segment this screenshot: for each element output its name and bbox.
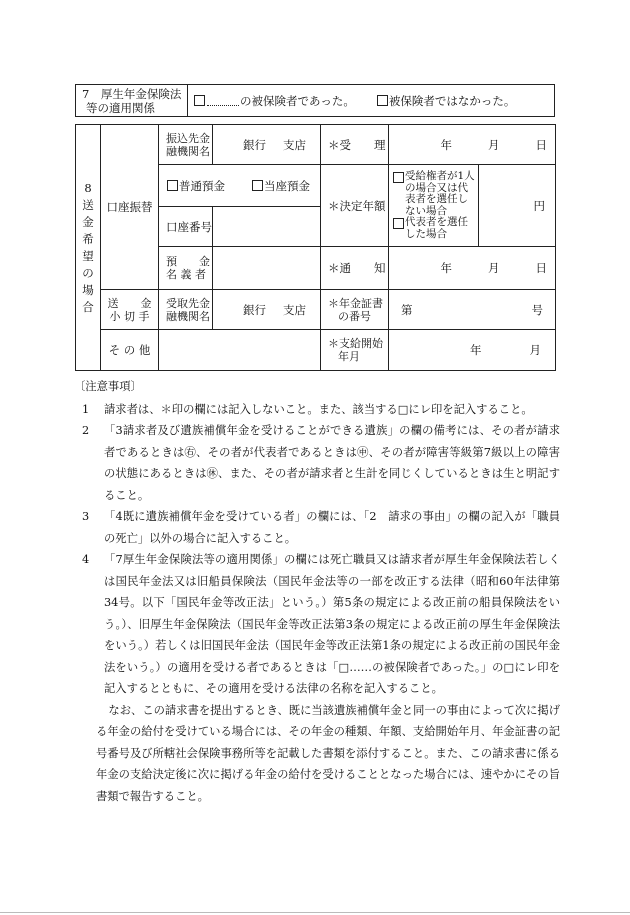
section-7-label-line1: 7 厚生年金保険法: [82, 87, 182, 101]
other-field[interactable]: [159, 330, 321, 371]
representative-checkbox[interactable]: [393, 218, 404, 229]
current-deposit-checkbox[interactable]: [252, 180, 263, 191]
not-insured-checkbox[interactable]: [377, 95, 388, 106]
account-number-field[interactable]: [213, 207, 321, 247]
deposit-type-field: [159, 165, 321, 207]
remittance-check-label: 送 金 小 切 手: [101, 290, 159, 330]
bank-field[interactable]: 銀行 支店: [213, 125, 321, 165]
section-8-title: 8 送 金 希 望 の 場 合: [76, 125, 101, 371]
section-8-remittance-table: [75, 124, 556, 371]
start-date-field[interactable]: 年 月: [389, 330, 556, 371]
decision-amount-field[interactable]: 円: [479, 165, 556, 247]
recv-bank-label: 受取先金融機関名: [159, 290, 213, 330]
decision-options: [389, 165, 479, 247]
bottom-rule: [0, 912, 630, 913]
receipt-date-field[interactable]: 年 月 日: [389, 125, 556, 165]
notice-label: ＊通 知: [321, 247, 389, 290]
depositor-name-label: 預 金 名 義 者: [159, 247, 213, 290]
decision-amount-label: ＊決定年額: [321, 165, 389, 247]
start-date-label: ＊支給開始 年月: [321, 330, 389, 371]
insured-checkbox[interactable]: [194, 95, 205, 106]
notes-section: [74, 376, 560, 807]
cert-number-field[interactable]: 第 号: [389, 290, 556, 330]
depositor-name-field[interactable]: [213, 247, 321, 290]
receipt-label: ＊受 理: [321, 125, 389, 165]
single-beneficiary-checkbox[interactable]: [393, 172, 404, 183]
representative-label: 代表者を選任した場合: [405, 216, 468, 240]
notes-closing-paragraph: なお、この請求書を提出するとき、既に当該遺族補償年金と同一の事由によって次に掲げる年金の給付を受けている場合には、その年金の種類、年額、支給開始年月、年金証書の記号番号及び所轄社会保険事務所等を記載した書類を添付すること。また、この請求書に係る年金の支給決定後に次に掲げる年金の給付を受けることとなった場合には、速やかにその旨書類で報告すること。: [96, 703, 560, 803]
ordinary-deposit-checkbox[interactable]: [167, 180, 178, 191]
ordinary-deposit-label: 普通預金: [179, 178, 225, 193]
account-transfer-label: 口座振替: [101, 125, 159, 290]
note-item: 2 「3請求者及び遺族補償年金を受けることができる遺族」の欄の備考には、その者が請求者であるときは㊨、その者が代表者であるときは㊥、その者が障害等級第7級以上の障害の状態にあるときは㊡、また、その者が請求者と生計を同じくしているときは生と明記すること。: [82, 424, 560, 502]
other-label: そ の 他: [101, 330, 159, 371]
insured-option-label: の被保険者であった。: [240, 93, 355, 108]
bank-label: 振込先金融機関名: [159, 125, 213, 165]
recv-bank-field[interactable]: 銀行 支店: [213, 290, 321, 330]
note-item: 4 「7厚生年金保険法等の適用関係」の欄には死亡職員又は請求者が厚生年金保険法若しくは国民年金法又は旧船員保険法（国民年金法等の一部を改正する法律（昭和60年法律第34号。以下「国民年金等改正法」という。）第5条の規定による改正前の船員保険法をいう。）、旧厚生年金保険法（国民年金等改正法第3条の規定による改正前の厚生年金保険法をいう。）若しくは旧国民年金法（国民年金等改正法第1条の規定による改正前の国民年金法をいう。）の適用を受ける者であるときは「□……の被保険者であった。」の□にレ印を記入するとともに、その適用を受ける法律の名称を記入すること。: [82, 553, 560, 695]
single-beneficiary-label: 受給権者が1人の場合又は代表者を選任しない場合: [405, 170, 475, 217]
note-item: 3 「4既に遺族補償年金を受けている者」の欄には、「2 請求の事由」の欄の記入が「職員の死亡」以外の場合に記入すること。: [82, 510, 560, 545]
notes-header: 〔注意事項〕: [74, 380, 142, 393]
not-insured-option-label: 被保険者ではなかった。: [388, 93, 516, 108]
law-name-blank[interactable]: [207, 96, 239, 106]
section-7-label-line2: 等の適用関係: [86, 101, 155, 115]
note-item: 1 請求者は、＊印の欄には記入しないこと。また、該当する□にレ印を記入すること。: [82, 402, 533, 416]
cert-number-label: ＊年金証書 の番号: [321, 290, 389, 330]
notice-date-field[interactable]: 年 月 日: [389, 247, 556, 290]
current-deposit-label: 当座預金: [264, 178, 310, 193]
section-7-label: [76, 85, 188, 116]
account-number-label: 口座番号: [159, 207, 213, 247]
section-7-options: [188, 85, 554, 116]
section-7-pension-law: [75, 84, 555, 117]
